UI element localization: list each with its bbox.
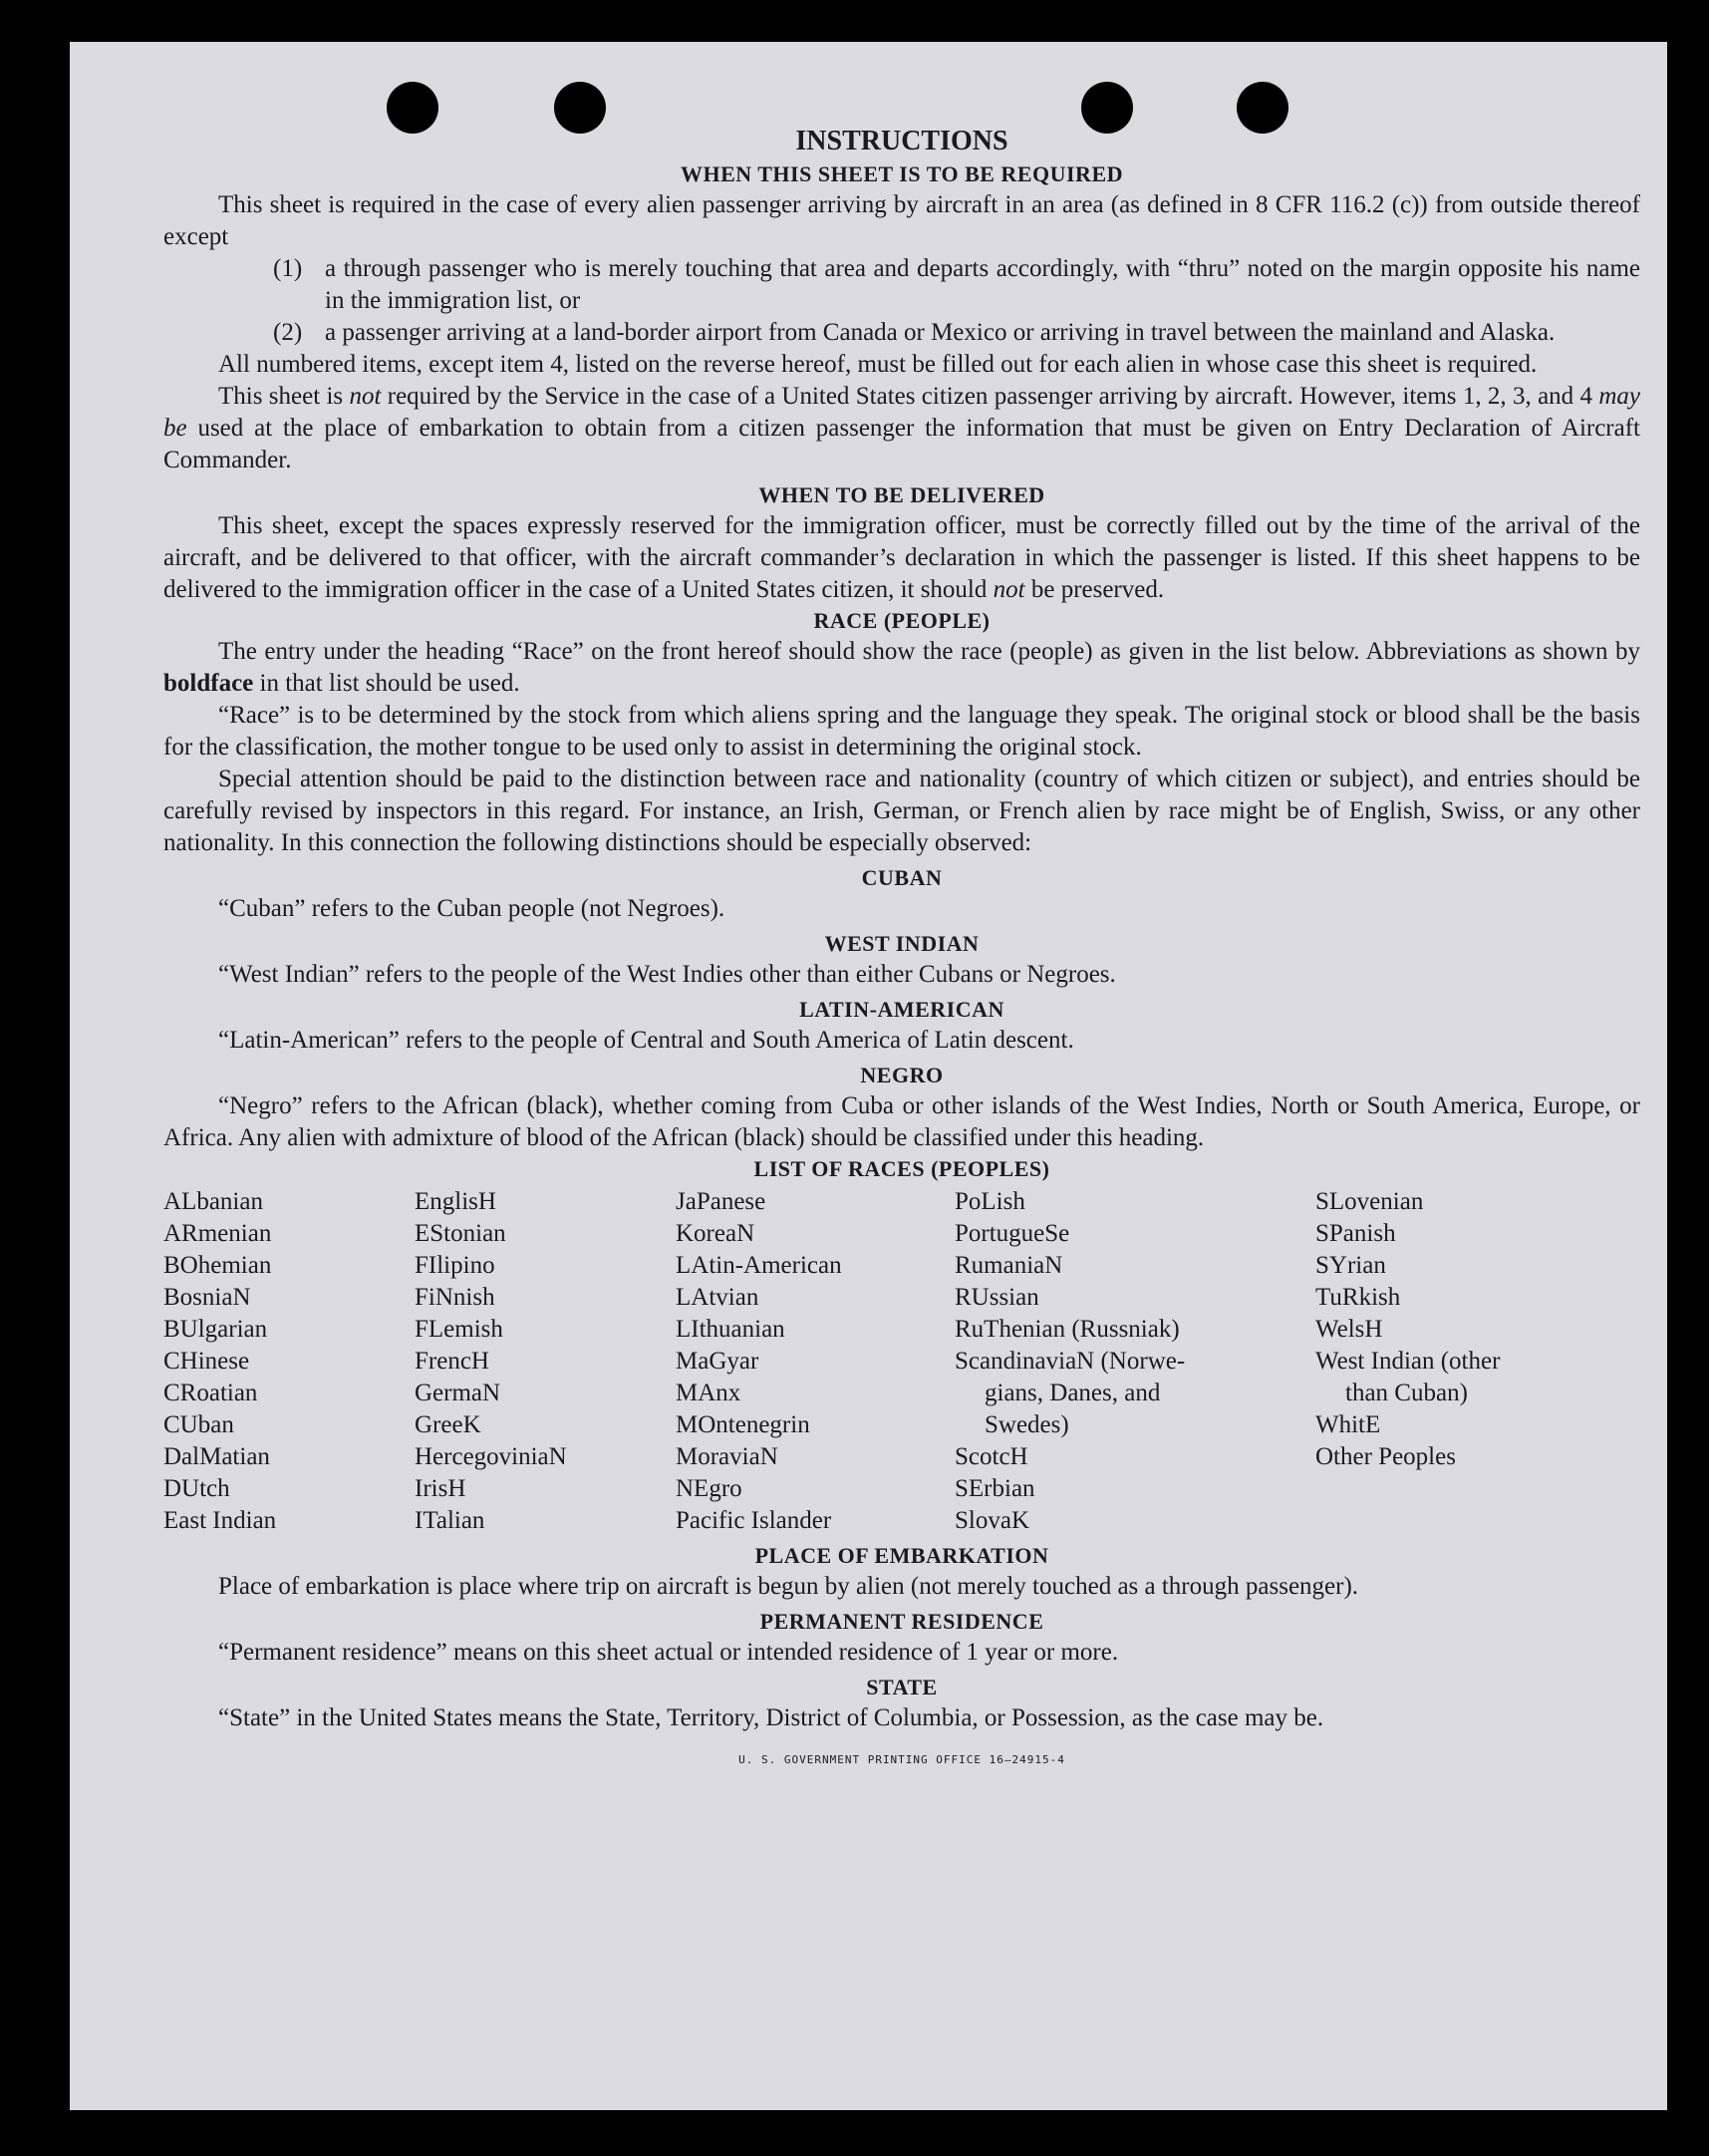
heading-state: STATE — [866, 1675, 938, 1699]
race-entry: EStonian — [415, 1220, 506, 1247]
race-entry: DUtch — [163, 1475, 230, 1502]
race-entry: SErbian — [955, 1475, 1035, 1502]
paragraph: “Cuban” refers to the Cuban people (not Negroes). — [218, 895, 725, 922]
heading-negro: NEGRO — [860, 1063, 944, 1087]
paragraph: This sheet is not required by the Service in the case of a United States citizen passenger arriving by aircraft. However, items 1, 2, 3, and 4 may be used at the place of embarkation to obtain from a citizen passenger the information that must be given on Entry Declaration of Aircraft Commander. — [163, 383, 1640, 473]
race-entry: CHinese — [163, 1348, 250, 1375]
heading-list-of-races: LIST OF RACES (PEOPLES) — [753, 1156, 1050, 1181]
paragraph: This sheet is required in the case of every alien passenger arriving by aircraft in an area (as defined in 8 CFR 116.2 (c)) from outside thereof except — [163, 191, 1640, 250]
races-list — [163, 1186, 1640, 1537]
paragraph: “Negro” refers to the African (black), whether coming from Cuba or other islands of the West Indies, North or South America, Europe, or Africa. Any alien with admixture of blood of the African (black) should be classified under this heading. — [163, 1092, 1640, 1151]
list-item: (2) a passenger arriving at a land-border airport from Canada or Mexico or arriving in travel between the mainland and Alaska. — [273, 319, 1556, 346]
race-entry: PoLish — [955, 1188, 1025, 1215]
paragraph: All numbered items, except item 4, listed on the reverse hereof, must be filled out for each alien in whose case this sheet is required. — [218, 351, 1538, 378]
races-group — [955, 1441, 1315, 1537]
paragraph: This sheet, except the spaces expressly reserved for the immigration officer, must be correctly filled out by the time of the arrival of the aircraft, and be delivered to that officer, with the aircraft commander’s declaration in which the passenger is listed. If this sheet happens to be delivered to the immigration officer in the case of a United States citizen, it should not be preserved. — [163, 512, 1640, 603]
race-entry: FIlipino — [415, 1252, 495, 1279]
race-entry: Pacific Islander — [676, 1507, 832, 1534]
page-title: INSTRUCTIONS — [795, 126, 1008, 156]
race-entry: WelsH — [1315, 1316, 1383, 1343]
document-page — [70, 42, 1667, 2110]
race-entry: JaPanese — [676, 1188, 766, 1215]
race-entry: SLovenian — [1315, 1188, 1424, 1215]
races-column — [955, 1186, 1315, 1537]
race-entry: NEgro — [676, 1475, 742, 1502]
race-entry: DalMatian — [163, 1443, 270, 1470]
race-entry: EnglisH — [415, 1188, 496, 1215]
races-group — [1315, 1409, 1640, 1473]
race-entry: FLemish — [415, 1316, 503, 1343]
paragraph: The entry under the heading “Race” on the front hereof should show the race (people) as given in the list below. Abbreviations as shown by boldface in that list should be used. — [163, 638, 1640, 697]
race-entry: HercegoviniaN — [415, 1443, 567, 1470]
race-entry: BosniaN — [163, 1284, 251, 1311]
race-entry: MaGyar — [676, 1348, 759, 1375]
list-item: (1) a through passenger who is merely touching that area and departs accordingly, with “thru” noted on the margin opposite his name in the immigration list, or — [273, 255, 1640, 314]
race-entry: MoraviaN — [676, 1443, 778, 1470]
race-entry: PortugueSe — [955, 1220, 1070, 1247]
races-column — [415, 1186, 676, 1537]
race-entry: MOntenegrin — [676, 1411, 810, 1438]
race-entry: BOhemian — [163, 1252, 272, 1279]
race-entry: KoreaN — [676, 1220, 755, 1247]
race-entry: IrisH — [415, 1475, 466, 1502]
races-group — [955, 1186, 1315, 1378]
races-group — [1315, 1378, 1640, 1409]
paragraph: “West Indian” refers to the people of the West Indies other than either Cubans or Negroes. — [218, 961, 1116, 988]
race-entry: ARmenian — [163, 1220, 272, 1247]
race-entry: MAnx — [676, 1380, 741, 1406]
paragraph: Place of embarkation is place where trip on aircraft is begun by alien (not merely touched as a through passenger). — [218, 1573, 1359, 1600]
race-entry: ScotcH — [955, 1443, 1028, 1470]
heading-west-indian: WEST INDIAN — [824, 931, 980, 956]
race-entry: FiNnish — [415, 1284, 495, 1311]
printer-imprint: U. S. GOVERNMENT PRINTING OFFICE 16—24915-4 — [738, 1753, 1065, 1766]
race-entry: ALbanian — [163, 1188, 263, 1215]
race-entry: CUban — [163, 1411, 234, 1438]
race-entry: Swedes) — [985, 1411, 1069, 1438]
heading-when-required: WHEN THIS SHEET IS TO BE REQUIRED — [680, 161, 1124, 186]
race-entry: East Indian — [163, 1507, 277, 1534]
paragraph: Special attention should be paid to the distinction between race and nationality (country of which citizen or subject), and entries should be carefully revised by inspectors in this regard. For instance, an Irish, German, or French alien by race might be of English, Swiss, or any other nationality. In this connection the following distinctions should be especially observed: — [163, 766, 1640, 856]
race-entry: ScandinaviaN (Norwe- — [955, 1348, 1186, 1375]
race-entry: SPanish — [1315, 1220, 1396, 1247]
race-entry: gians, Danes, and — [985, 1380, 1161, 1406]
race-entry: SYrian — [1315, 1252, 1386, 1279]
races-group — [1315, 1186, 1640, 1378]
race-entry: SlovaK — [955, 1507, 1029, 1534]
race-entry: CRoatian — [163, 1380, 258, 1406]
race-entry: LAtin-American — [676, 1252, 842, 1279]
heading-cuban: CUBAN — [861, 865, 943, 890]
race-entry: than Cuban) — [1345, 1380, 1468, 1406]
paragraph: “Permanent residence” means on this sheet actual or intended residence of 1 year or more. — [218, 1639, 1119, 1666]
heading-latin-american: LATIN-AMERICAN — [799, 997, 1004, 1022]
race-entry: LAtvian — [676, 1284, 759, 1311]
race-entry: BUlgarian — [163, 1316, 268, 1343]
race-entry: Other Peoples — [1315, 1443, 1456, 1470]
race-entry: ITalian — [415, 1507, 485, 1534]
races-column — [1315, 1186, 1640, 1537]
heading-permanent-residence: PERMANENT RESIDENCE — [759, 1609, 1044, 1634]
heading-race: RACE (PEOPLE) — [813, 608, 991, 633]
race-entry: LIthuanian — [676, 1316, 785, 1343]
race-entry: TuRkish — [1315, 1284, 1401, 1311]
race-entry: RuThenian (Russniak) — [955, 1316, 1180, 1343]
race-entry: FrencH — [415, 1348, 489, 1375]
document-body — [163, 124, 1640, 1768]
race-entry: GermaN — [415, 1380, 501, 1406]
race-entry: RUssian — [955, 1284, 1039, 1311]
paragraph: “Latin-American” refers to the people of Central and South America of Latin descent. — [218, 1027, 1074, 1054]
race-entry: GreeK — [415, 1411, 481, 1438]
race-entry: West Indian (other — [1315, 1348, 1501, 1375]
paragraph: “State” in the United States means the State, Territory, District of Columbia, or Possession, as the case may be. — [218, 1704, 1324, 1731]
heading-place-of-embarkation: PLACE OF EMBARKATION — [754, 1543, 1049, 1568]
paragraph: “Race” is to be determined by the stock from which aliens spring and the language they speak. The original stock or blood shall be the basis for the classification, the mother tongue to be used only to assist in determining the original stock. — [163, 702, 1640, 761]
heading-when-delivered: WHEN TO BE DELIVERED — [758, 482, 1045, 507]
race-entry: WhitE — [1315, 1411, 1381, 1438]
races-group — [955, 1378, 1315, 1441]
races-column — [163, 1186, 415, 1537]
race-entry: RumaniaN — [955, 1252, 1063, 1279]
races-column — [676, 1186, 955, 1537]
